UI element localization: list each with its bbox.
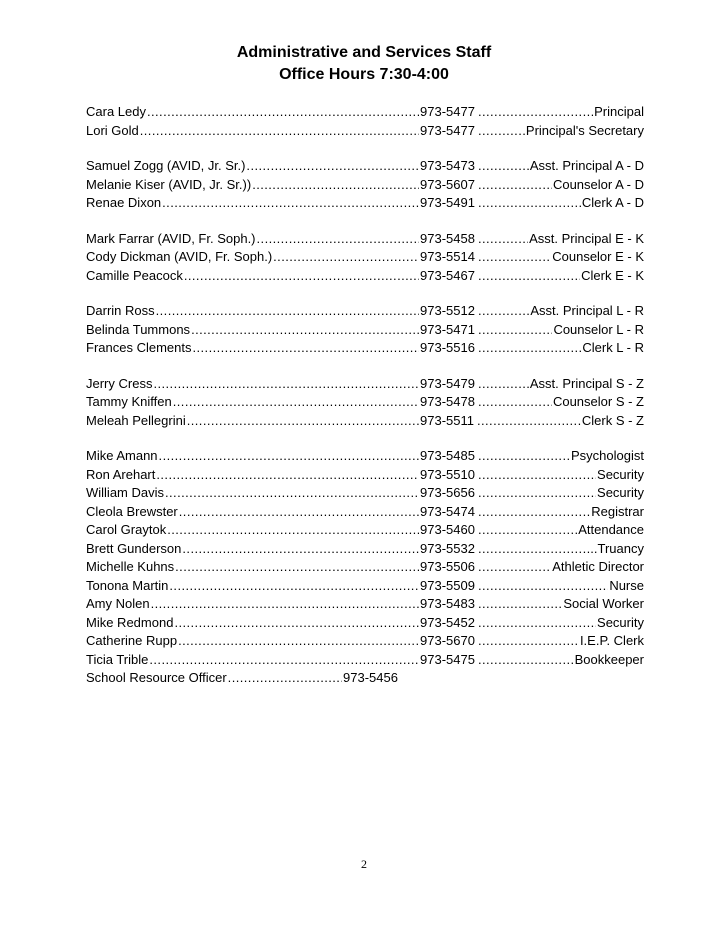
staff-phone: 973-5514 — [420, 249, 475, 264]
dot-leader — [478, 466, 596, 485]
staff-row — [86, 466, 644, 485]
staff-name: Ticia Trible — [86, 651, 149, 667]
staff-phone: 973-5506 — [420, 559, 475, 574]
staff-phone: 973-5509 — [420, 577, 475, 593]
dot-leader — [179, 503, 419, 522]
dot-leader — [147, 103, 419, 122]
dot-leader — [478, 595, 562, 614]
staff-phone: 973-5452 — [420, 614, 475, 630]
staff-row — [86, 302, 644, 321]
staff-phone: 973-5473 — [420, 158, 475, 173]
staff-group — [86, 230, 644, 286]
staff-name: Jerry Cress — [86, 375, 153, 391]
staff-row — [86, 412, 644, 431]
dot-leader — [167, 521, 419, 540]
staff-row — [86, 267, 644, 286]
dot-leader — [478, 339, 581, 358]
staff-phone: 973-5479 — [420, 375, 475, 391]
staff-phone: 973-5478 — [420, 394, 475, 409]
staff-row — [86, 595, 644, 614]
staff-row — [86, 122, 644, 141]
staff-phone: 973-5485 — [420, 448, 475, 463]
staff-name: Mike Redmond — [86, 614, 174, 630]
staff-group — [86, 103, 644, 140]
staff-phone: 973-5483 — [420, 596, 475, 611]
staff-name: Belinda Tummons — [86, 321, 191, 337]
dot-leader — [273, 248, 419, 267]
staff-phone: 973-5458 — [420, 230, 475, 246]
staff-role: Attendance — [578, 522, 644, 537]
staff-row — [86, 521, 644, 540]
page-title: Administrative and Services Staff — [236, 44, 492, 61]
staff-role: Clerk A - D — [581, 195, 644, 210]
staff-name: Mark Farrar (AVID, Fr. Soph.) — [86, 230, 256, 246]
staff-name: Ron Arehart — [86, 466, 156, 482]
dot-leader — [478, 632, 579, 651]
dot-leader — [478, 302, 529, 321]
staff-role: Counselor E - K — [552, 249, 644, 264]
dot-leader — [478, 577, 608, 596]
dot-leader — [478, 194, 581, 213]
staff-role: Athletic Director — [552, 559, 644, 574]
staff-name: Meleah Pellegrini — [86, 412, 186, 428]
dot-leader — [478, 503, 590, 522]
staff-row — [86, 632, 644, 651]
staff-role: Principal's Secretary — [525, 122, 644, 138]
dot-leader — [478, 540, 586, 559]
staff-row — [86, 614, 644, 633]
dot-leader — [478, 375, 529, 394]
staff-name: Camille Peacock — [86, 267, 183, 283]
dot-leader — [191, 321, 419, 340]
staff-role: Clerk E - K — [581, 267, 644, 283]
staff-role: Asst. Principal A - D — [529, 158, 644, 173]
staff-name: Frances Clements — [86, 340, 192, 355]
dot-leader — [174, 614, 419, 633]
staff-role: Social Worker — [563, 596, 644, 611]
staff-name: Brett Gunderson — [86, 540, 182, 556]
staff-role: Counselor S - Z — [552, 394, 644, 409]
staff-name: Mike Amann — [86, 448, 158, 463]
staff-name: Tammy Kniffen — [86, 394, 172, 409]
dot-leader — [478, 267, 580, 286]
staff-phone: 973-5532 — [420, 540, 475, 556]
staff-role: I.E.P. Clerk — [579, 633, 644, 648]
office-hours-subtitle: Office Hours 7:30-4:00 — [279, 66, 449, 83]
staff-role: Counselor A - D — [552, 176, 644, 192]
dot-leader — [187, 412, 419, 431]
staff-role: Asst. Principal E - K — [529, 230, 644, 246]
dot-leader — [478, 230, 528, 249]
staff-role: Principal — [594, 104, 644, 119]
staff-group — [86, 375, 644, 431]
staff-name: Cara Ledy — [86, 104, 146, 119]
staff-role: Asst. Principal L - R — [530, 303, 644, 318]
staff-name: Amy Nolen — [86, 596, 150, 611]
staff-row — [86, 447, 644, 466]
staff-name: Carol Graytok — [86, 522, 167, 537]
staff-role: Security — [597, 466, 644, 482]
staff-phone: 973-5491 — [420, 195, 475, 210]
staff-role: Asst. Principal S - Z — [529, 375, 644, 391]
staff-row — [86, 558, 644, 577]
staff-role: Security — [597, 614, 644, 630]
staff-phone: 973-5510 — [420, 466, 475, 482]
dot-leader — [477, 412, 581, 431]
dot-leader — [156, 302, 419, 321]
dot-leader — [151, 595, 419, 614]
staff-row — [86, 669, 644, 688]
staff-phone: 973-5475 — [420, 651, 475, 667]
dot-leader — [184, 267, 419, 286]
staff-role: Psychologist — [571, 448, 644, 463]
staff-row — [86, 540, 644, 559]
dot-leader — [178, 632, 419, 651]
dot-leader — [252, 176, 419, 195]
dot-leader — [228, 669, 342, 688]
staff-name: Cleola Brewster — [86, 503, 178, 519]
staff-name: Tonona Martin — [86, 577, 169, 593]
staff-name: William Davis — [86, 485, 164, 500]
staff-phone: 973-5511 — [420, 412, 474, 428]
dot-leader — [257, 230, 419, 249]
dot-leader — [149, 651, 419, 670]
dot-leader — [159, 447, 419, 466]
dot-leader — [478, 157, 529, 176]
staff-phone: 973-5516 — [420, 340, 475, 355]
staff-row — [86, 651, 644, 670]
staff-phone: 973-5471 — [420, 321, 475, 337]
staff-phone: 973-5477 — [420, 122, 475, 138]
staff-name: Catherine Rupp — [86, 633, 178, 648]
staff-row — [86, 339, 644, 358]
staff-role: Bookkeeper — [574, 651, 644, 667]
dot-leader — [478, 447, 570, 466]
dot-leader — [478, 176, 552, 195]
staff-row — [86, 157, 644, 176]
staff-row — [86, 577, 644, 596]
staff-name: School Resource Officer — [86, 670, 227, 685]
dot-leader — [478, 321, 552, 340]
staff-phone: 973-5460 — [420, 522, 475, 537]
dot-leader — [478, 122, 525, 141]
dot-leader — [169, 577, 419, 596]
staff-name: Renae Dixon — [86, 195, 162, 210]
dot-leader — [175, 558, 419, 577]
staff-row — [86, 194, 644, 213]
dot-leader — [162, 194, 419, 213]
staff-role: Security — [597, 485, 644, 500]
staff-role: Nurse — [609, 577, 644, 593]
staff-row — [86, 375, 644, 394]
staff-name: Cody Dickman (AVID, Fr. Soph.) — [86, 249, 273, 264]
staff-role: Clerk L - R — [582, 340, 644, 355]
dot-leader — [165, 484, 419, 503]
staff-role: Registrar — [591, 503, 644, 519]
staff-name: Michelle Kuhns — [86, 559, 175, 574]
staff-phone: 973-5656 — [420, 485, 475, 500]
staff-row — [86, 248, 644, 267]
staff-name: Darrin Ross — [86, 303, 155, 318]
staff-name: Samuel Zogg (AVID, Jr. Sr.) — [86, 158, 246, 173]
staff-phone: 973-5607 — [420, 176, 475, 192]
staff-row — [86, 503, 644, 522]
dot-leader — [246, 157, 419, 176]
staff-role: Counselor L - R — [553, 321, 644, 337]
page-number: 2 — [361, 857, 367, 871]
dot-leader — [478, 393, 552, 412]
dot-leader — [182, 540, 419, 559]
dot-leader — [478, 614, 596, 633]
staff-group — [86, 447, 644, 688]
staff-directory — [86, 103, 644, 705]
staff-group — [86, 157, 644, 213]
staff-phone: 973-5474 — [420, 503, 475, 519]
staff-row — [86, 393, 644, 412]
staff-name: Melanie Kiser (AVID, Jr. Sr.)) — [86, 176, 252, 192]
dot-leader — [192, 339, 419, 358]
dot-leader — [140, 122, 419, 141]
staff-row — [86, 484, 644, 503]
staff-role: Clerk S - Z — [581, 412, 644, 428]
dot-leader — [173, 393, 419, 412]
dot-leader — [478, 651, 574, 670]
staff-phone: 973-5477 — [420, 104, 475, 119]
dot-leader — [153, 375, 419, 394]
dot-leader — [478, 521, 577, 540]
staff-phone: 973-5467 — [420, 267, 475, 283]
dot-leader — [478, 558, 551, 577]
staff-phone: 973-5512 — [420, 303, 475, 318]
staff-group — [86, 302, 644, 358]
dot-leader — [478, 248, 551, 267]
staff-row — [86, 230, 644, 249]
dot-leader — [478, 484, 596, 503]
staff-phone: 973-5670 — [420, 633, 475, 648]
staff-row — [86, 103, 644, 122]
staff-row — [86, 176, 644, 195]
dot-leader — [478, 103, 593, 122]
staff-name: Lori Gold — [86, 122, 139, 138]
dot-leader — [156, 466, 419, 485]
staff-row — [86, 321, 644, 340]
staff-role: ...Truancy — [586, 540, 644, 556]
staff-phone: 973-5456 — [343, 670, 398, 685]
